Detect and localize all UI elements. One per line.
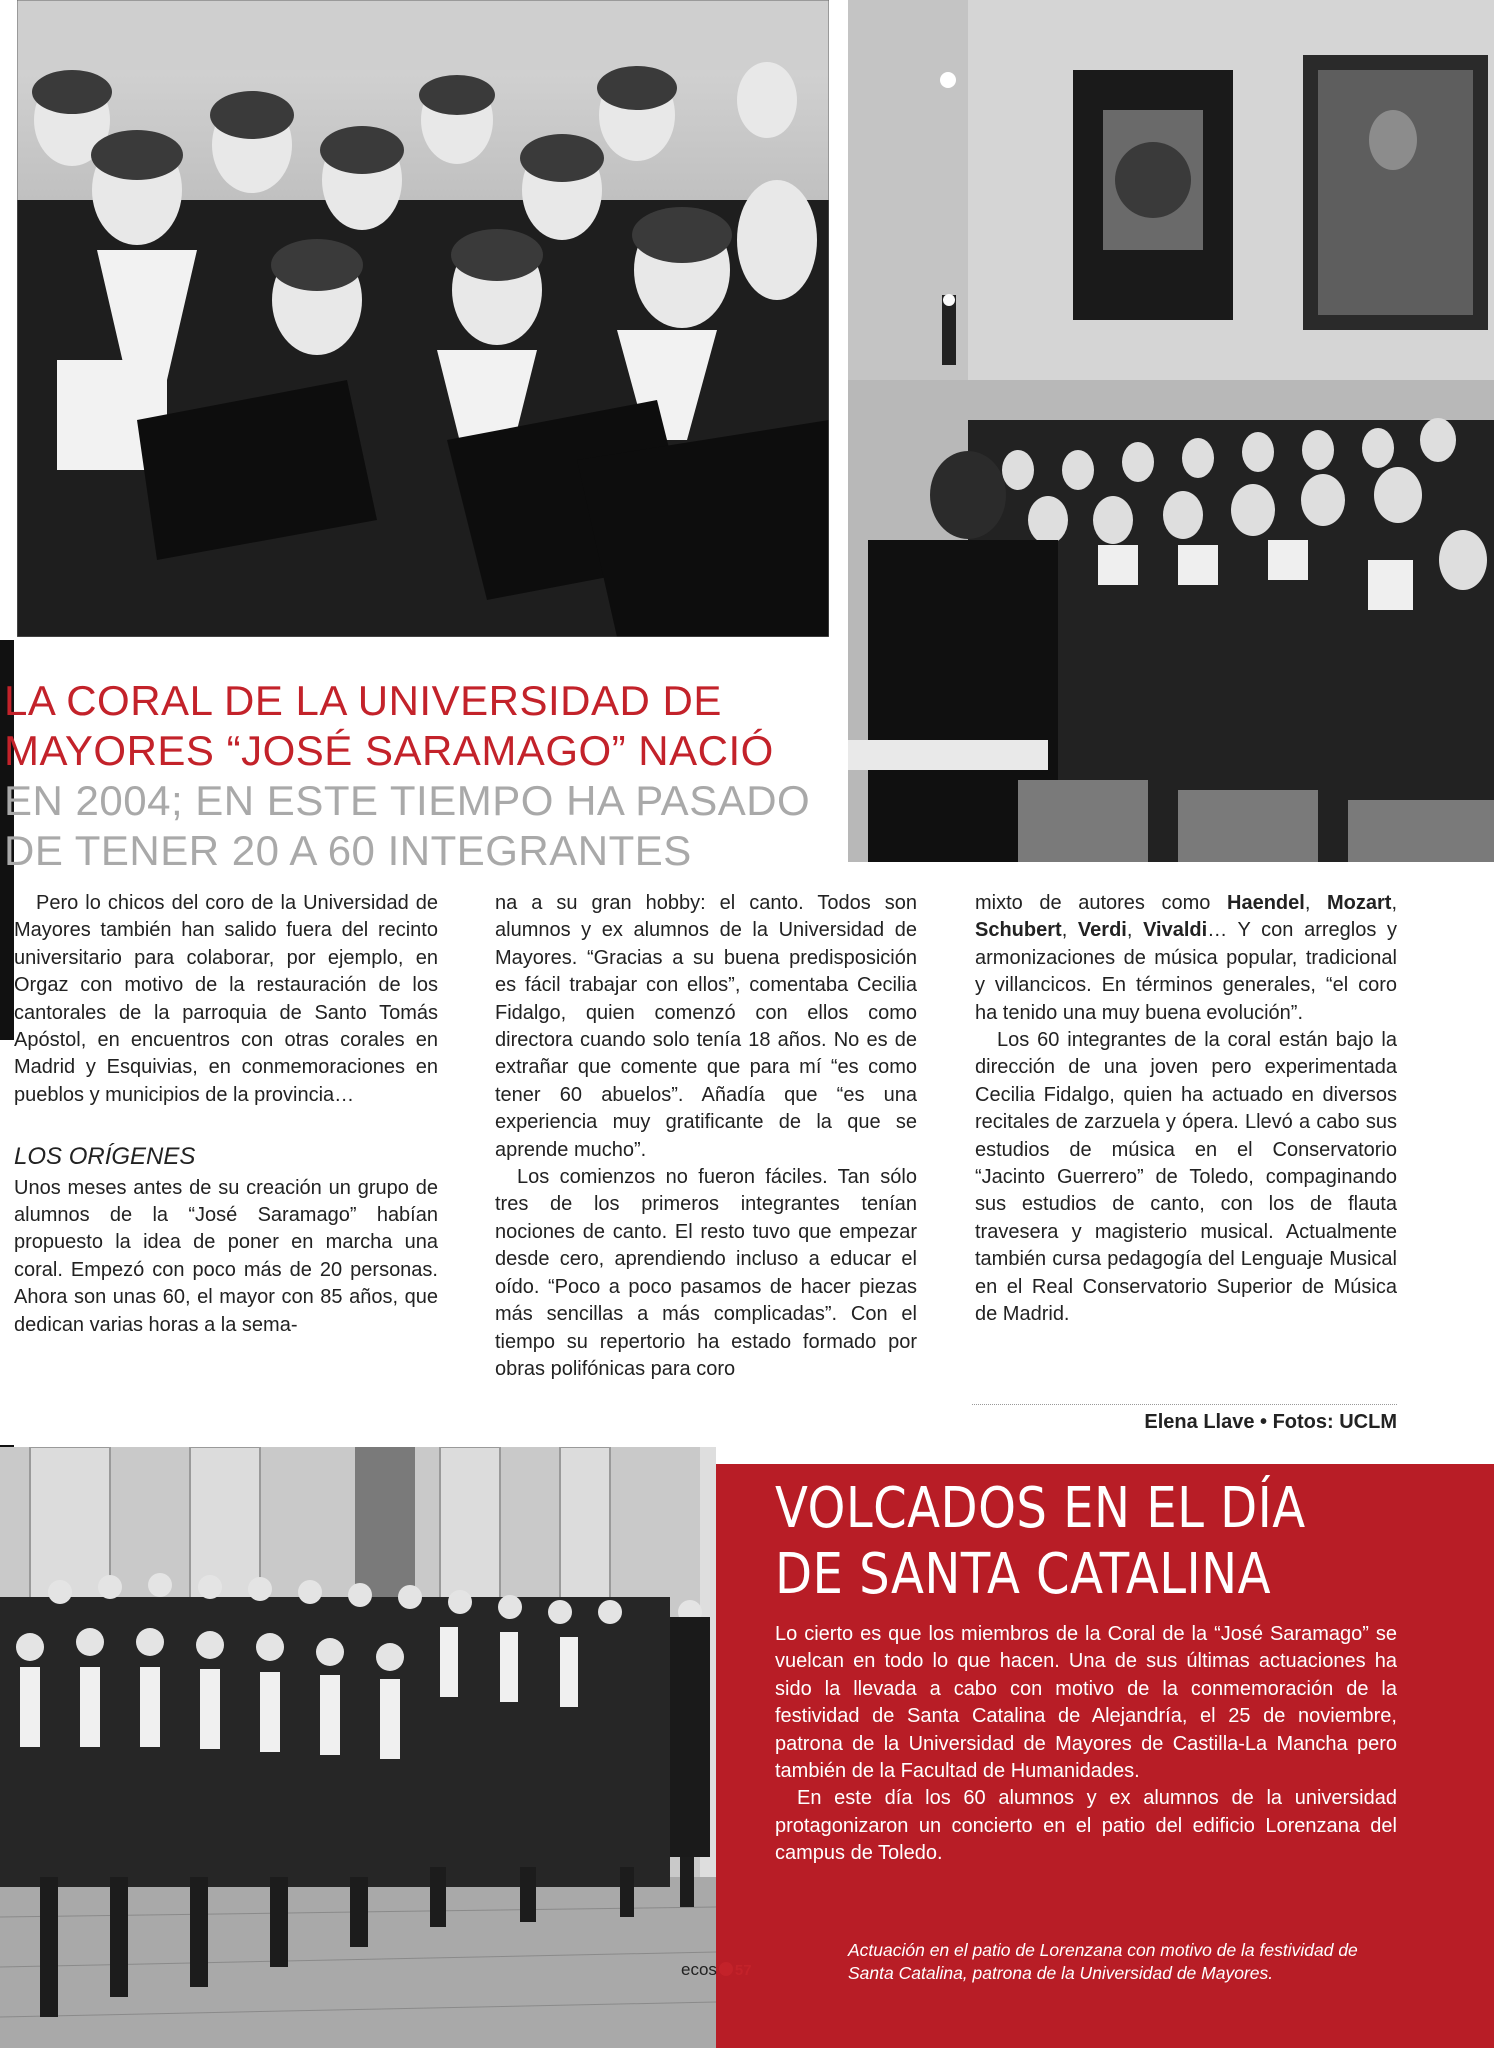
article-column-2 xyxy=(495,890,917,1383)
paragraph: Unos meses antes de su creación un grupo de alumnos de la “José Saramago” habían propuesto la idea de poner en marcha una coral. Empezó con poco más de 20 personas. Ahora son unas 60, el mayor con 85 años, que dedican varias horas a la sema- xyxy=(14,1176,438,1336)
headline-line-2: MAYORES “JOSÉ SARAMAGO” NACIÓ xyxy=(4,727,774,774)
composer-name: Vivaldi xyxy=(1143,919,1208,942)
magazine-name: ecos xyxy=(681,1960,717,1979)
sidebar-title-line-2: DE SANTA CATALINA xyxy=(775,1542,1271,1607)
paragraph: na a su gran hobby: el canto. Todos son alumnos y ex alumnos de la Universidad de Mayores. “Gracias a su buena predisposición es fácil trabajar con ellos”, comentaba Cecilia Fidalgo, quien comenzó con ellos como directora cuando solo tenía 18 años. No es de extrañar que comente que para mí “es como tener 60 abuelos”. Añadía que “es una experiencia muy gratificante de la que se aprende mucho”. xyxy=(495,892,917,1161)
composer-name: Mozart xyxy=(1326,892,1392,914)
composer-name: Verdi xyxy=(1077,919,1127,942)
paragraph: Pero lo chicos del coro de la Universidad de Mayores también han salido fuera del recinto universitario para colaborar, por ejemplo, en Orgaz con motivo de la restauración de los cantorales de la parroquia de Santo Tomás Apóstol, en encuentros con otras corales en Madrid y Esquivias, en conmemoraciones en pueblos y municipios de la provincia… xyxy=(14,892,438,1106)
sidebar-body xyxy=(775,1621,1397,1868)
page-number: 57 xyxy=(734,1962,752,1979)
choir-hall-photo xyxy=(848,0,1494,862)
byline: Elena Llave • Fotos: UCLM xyxy=(1144,1411,1397,1433)
composer-name: Schubert xyxy=(975,919,1062,942)
headline-line-4: DE TENER 20 A 60 INTEGRANTES xyxy=(4,827,692,874)
paragraph: Lo cierto es que los miembros de la Coral de la “José Saramago” se vuelcan en todo lo que hacen. Una de sus últimas actuaciones ha sido la llevada a cabo con motivo de la conmemoración de la festividad de Santa Catalina de Alejandría, el 25 de noviembre, patrona de la Universidad de Mayores de Castilla-La Mancha pero también de la Facultad de Humanidades. xyxy=(775,1623,1397,1783)
headline-line-1: LA CORAL DE LA UNIVERSIDAD DE xyxy=(4,677,722,724)
section-heading: LOS ORÍGENES xyxy=(14,1143,196,1171)
page-folio xyxy=(681,1960,752,1980)
bullet-icon xyxy=(719,1962,733,1976)
composer-name: Haendel xyxy=(1227,892,1305,914)
byline-divider xyxy=(972,1404,1397,1405)
sidebar-title xyxy=(775,1476,1377,1608)
paragraph-text: … Y con arreglos y armonizaciones de música popular, tradicional y villancicos. En términos generales, “el coro ha tenido una muy buena evolución”. xyxy=(975,919,1397,1024)
paragraph: En este día los 60 alumnos y ex alumnos de la universidad protagonizaron un concierto en el patio del edificio Lorenzana del campus de Toledo. xyxy=(775,1787,1397,1865)
paragraph: Los comienzos no fueron fáciles. Tan sólo tres de los primeros integrantes tenían nociones de canto. El resto tuvo que empezar desde cero, aprendiendo incluso a educar el oído. “Poco a poco pasamos de hacer piezas más sencillas a más complicadas”. Con el tiempo su repertorio ha estado formado por obras polifónicas para coro xyxy=(495,1166,917,1380)
headline-line-3: EN 2004; EN ESTE TIEMPO HA PASADO xyxy=(4,777,811,824)
paragraph: mixto de autores como Haendel, Mozart, Schubert, Verdi, Vivaldi… Y con arreglos y armonizaciones de música popular, tradicional y villancicos. En términos generales, “el coro ha tenido una muy buena evolución”. xyxy=(975,892,1397,1024)
outdoor-choir-photo xyxy=(0,1447,716,2048)
article-headline xyxy=(4,676,834,876)
article-column-1 xyxy=(14,890,438,1339)
article-column-3 xyxy=(975,890,1397,1329)
photo-caption: Actuación en el patio de Lorenzana con motivo de la festividad de Santa Catalina, patrona de la Universidad de Mayores. xyxy=(848,1940,1358,1983)
choir-closeup-photo xyxy=(17,0,829,637)
sidebar-title-line-1: VOLCADOS EN EL DÍA xyxy=(775,1476,1306,1541)
paragraph-text: mixto de autores como xyxy=(975,892,1228,914)
paragraph: Los 60 integrantes de la coral están bajo la dirección de una joven pero experimentada Cecilia Fidalgo, quien ha actuado en diversos recitales de zarzuela y ópera. Llevó a cabo sus estudios de música en el Conservatorio “Jacinto Guerrero” de Toledo, compaginando sus estudios de canto, con los de flauta travesera y magisterio musical. Actualmente también cursa pedagogía del Lenguaje Musical en el Real Conservatorio Superior de Música de Madrid. xyxy=(975,1029,1397,1326)
